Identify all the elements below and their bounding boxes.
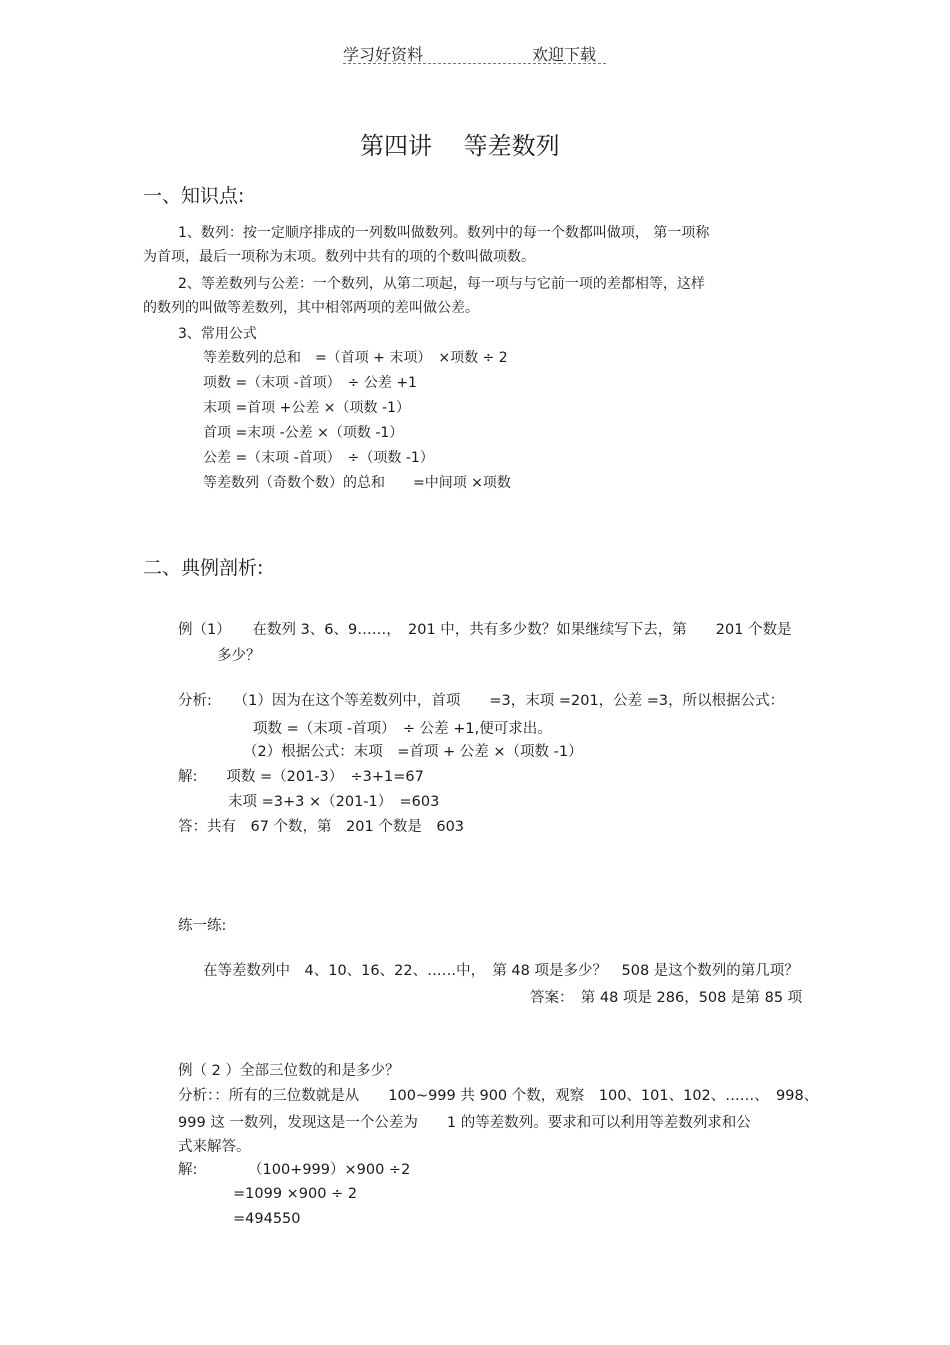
- paragraph-arith-line1: 2、等差数列与公差：一个数列，从第二项起，每一项与与它前一项的差都相等，这样: [178, 276, 705, 292]
- section-heading-knowledge: 一、知识点:: [143, 185, 245, 207]
- formula-line: 首项 =末项 -公差 ×（项数 -1）: [203, 425, 404, 441]
- paragraph-sequence-line1: 1、数列：按一定顺序排成的一列数叫做数列。数列中的每一个数都叫做项， 第一项称: [178, 225, 710, 241]
- example1-solution-line1: 解: 项数 =（201-3） ÷3+1=67: [178, 769, 424, 785]
- section-heading-examples: 二、典例剖析:: [143, 557, 264, 579]
- example2-analysis-line1: 分析：：所有的三位数就是从 100~999 共 900 个数，观察 100、101、102、……、 998、: [178, 1088, 819, 1104]
- header-divider: [343, 63, 606, 64]
- example1-question-line2: 多少？: [217, 648, 261, 664]
- formula-line: 等差数列（奇数个数）的总和 =中间项 ×项数: [203, 475, 511, 491]
- example2-solution-label: 解:: [178, 1162, 198, 1178]
- example2-analysis-line2: 999 这 一数列，发现这是一个公差为 1 的等差数列。要求和可以利用等差数列求和公: [178, 1115, 751, 1131]
- practice-question: 在等差数列中 4、10、16、22、……中， 第 48 项是多少？ 508 是这个数列的第几项？: [203, 963, 799, 979]
- formula-line: 末项 =首项 +公差 ×（项数 -1）: [203, 400, 410, 416]
- paragraph-arith-line2: 的数列的叫做等差数列，其中相邻两项的差叫做公差。: [143, 300, 479, 316]
- example1-analysis-line3: （2）根据公式：末项 =首项 + 公差 ×（项数 -1）: [243, 744, 583, 760]
- paragraph-formulas-title: 3、常用公式: [178, 326, 257, 342]
- header-left-text: 学习好资料: [343, 45, 424, 64]
- example2-question: 例（ 2 ）全部三位数的和是多少？: [178, 1063, 400, 1079]
- example2-solution-line3: =494550: [233, 1211, 301, 1227]
- example2-solution-line2: =1099 ×900 ÷ 2: [233, 1186, 358, 1202]
- example1-question-line1: 例（1） 在数列 3、6、9……， 201 中，共有多少数？如果继续写下去，第 201 个数是: [178, 622, 792, 638]
- formula-line: 项数 =（末项 -首项） ÷ 公差 +1: [203, 375, 417, 391]
- page-title: 第四讲 等差数列: [360, 132, 560, 160]
- example1-analysis-line2: 项数 =（末项 -首项） ÷ 公差 +1,便可求出。: [253, 721, 552, 737]
- example1-solution-line2: 末项 =3+3 ×（201-1） =603: [228, 794, 440, 810]
- formula-line: 公差 =（末项 -首项） ÷（项数 -1）: [203, 450, 434, 466]
- practice-label: 练一练:: [178, 918, 227, 934]
- example1-analysis-line1: 分析: （1）因为在这个等差数列中，首项 =3，末项 =201，公差 =3，所以根据公式：: [178, 693, 785, 709]
- paragraph-sequence-line2: 为首项，最后一项称为末项。数列中共有的项的个数叫做项数。: [143, 249, 535, 265]
- example2-analysis-line3: 式来解答。: [178, 1139, 251, 1155]
- practice-answer: 答案： 第 48 项是 286，508 是第 85 项: [530, 990, 803, 1006]
- example2-solution-line1: （100+999）×900 ÷2: [248, 1162, 411, 1178]
- header-right-text: 欢迎下载: [532, 45, 597, 64]
- formula-line: 等差数列的总和 =（首项 + 末项） ×项数 ÷ 2: [203, 350, 508, 366]
- example1-answer: 答：共有 67 个数，第 201 个数是 603: [178, 819, 465, 835]
